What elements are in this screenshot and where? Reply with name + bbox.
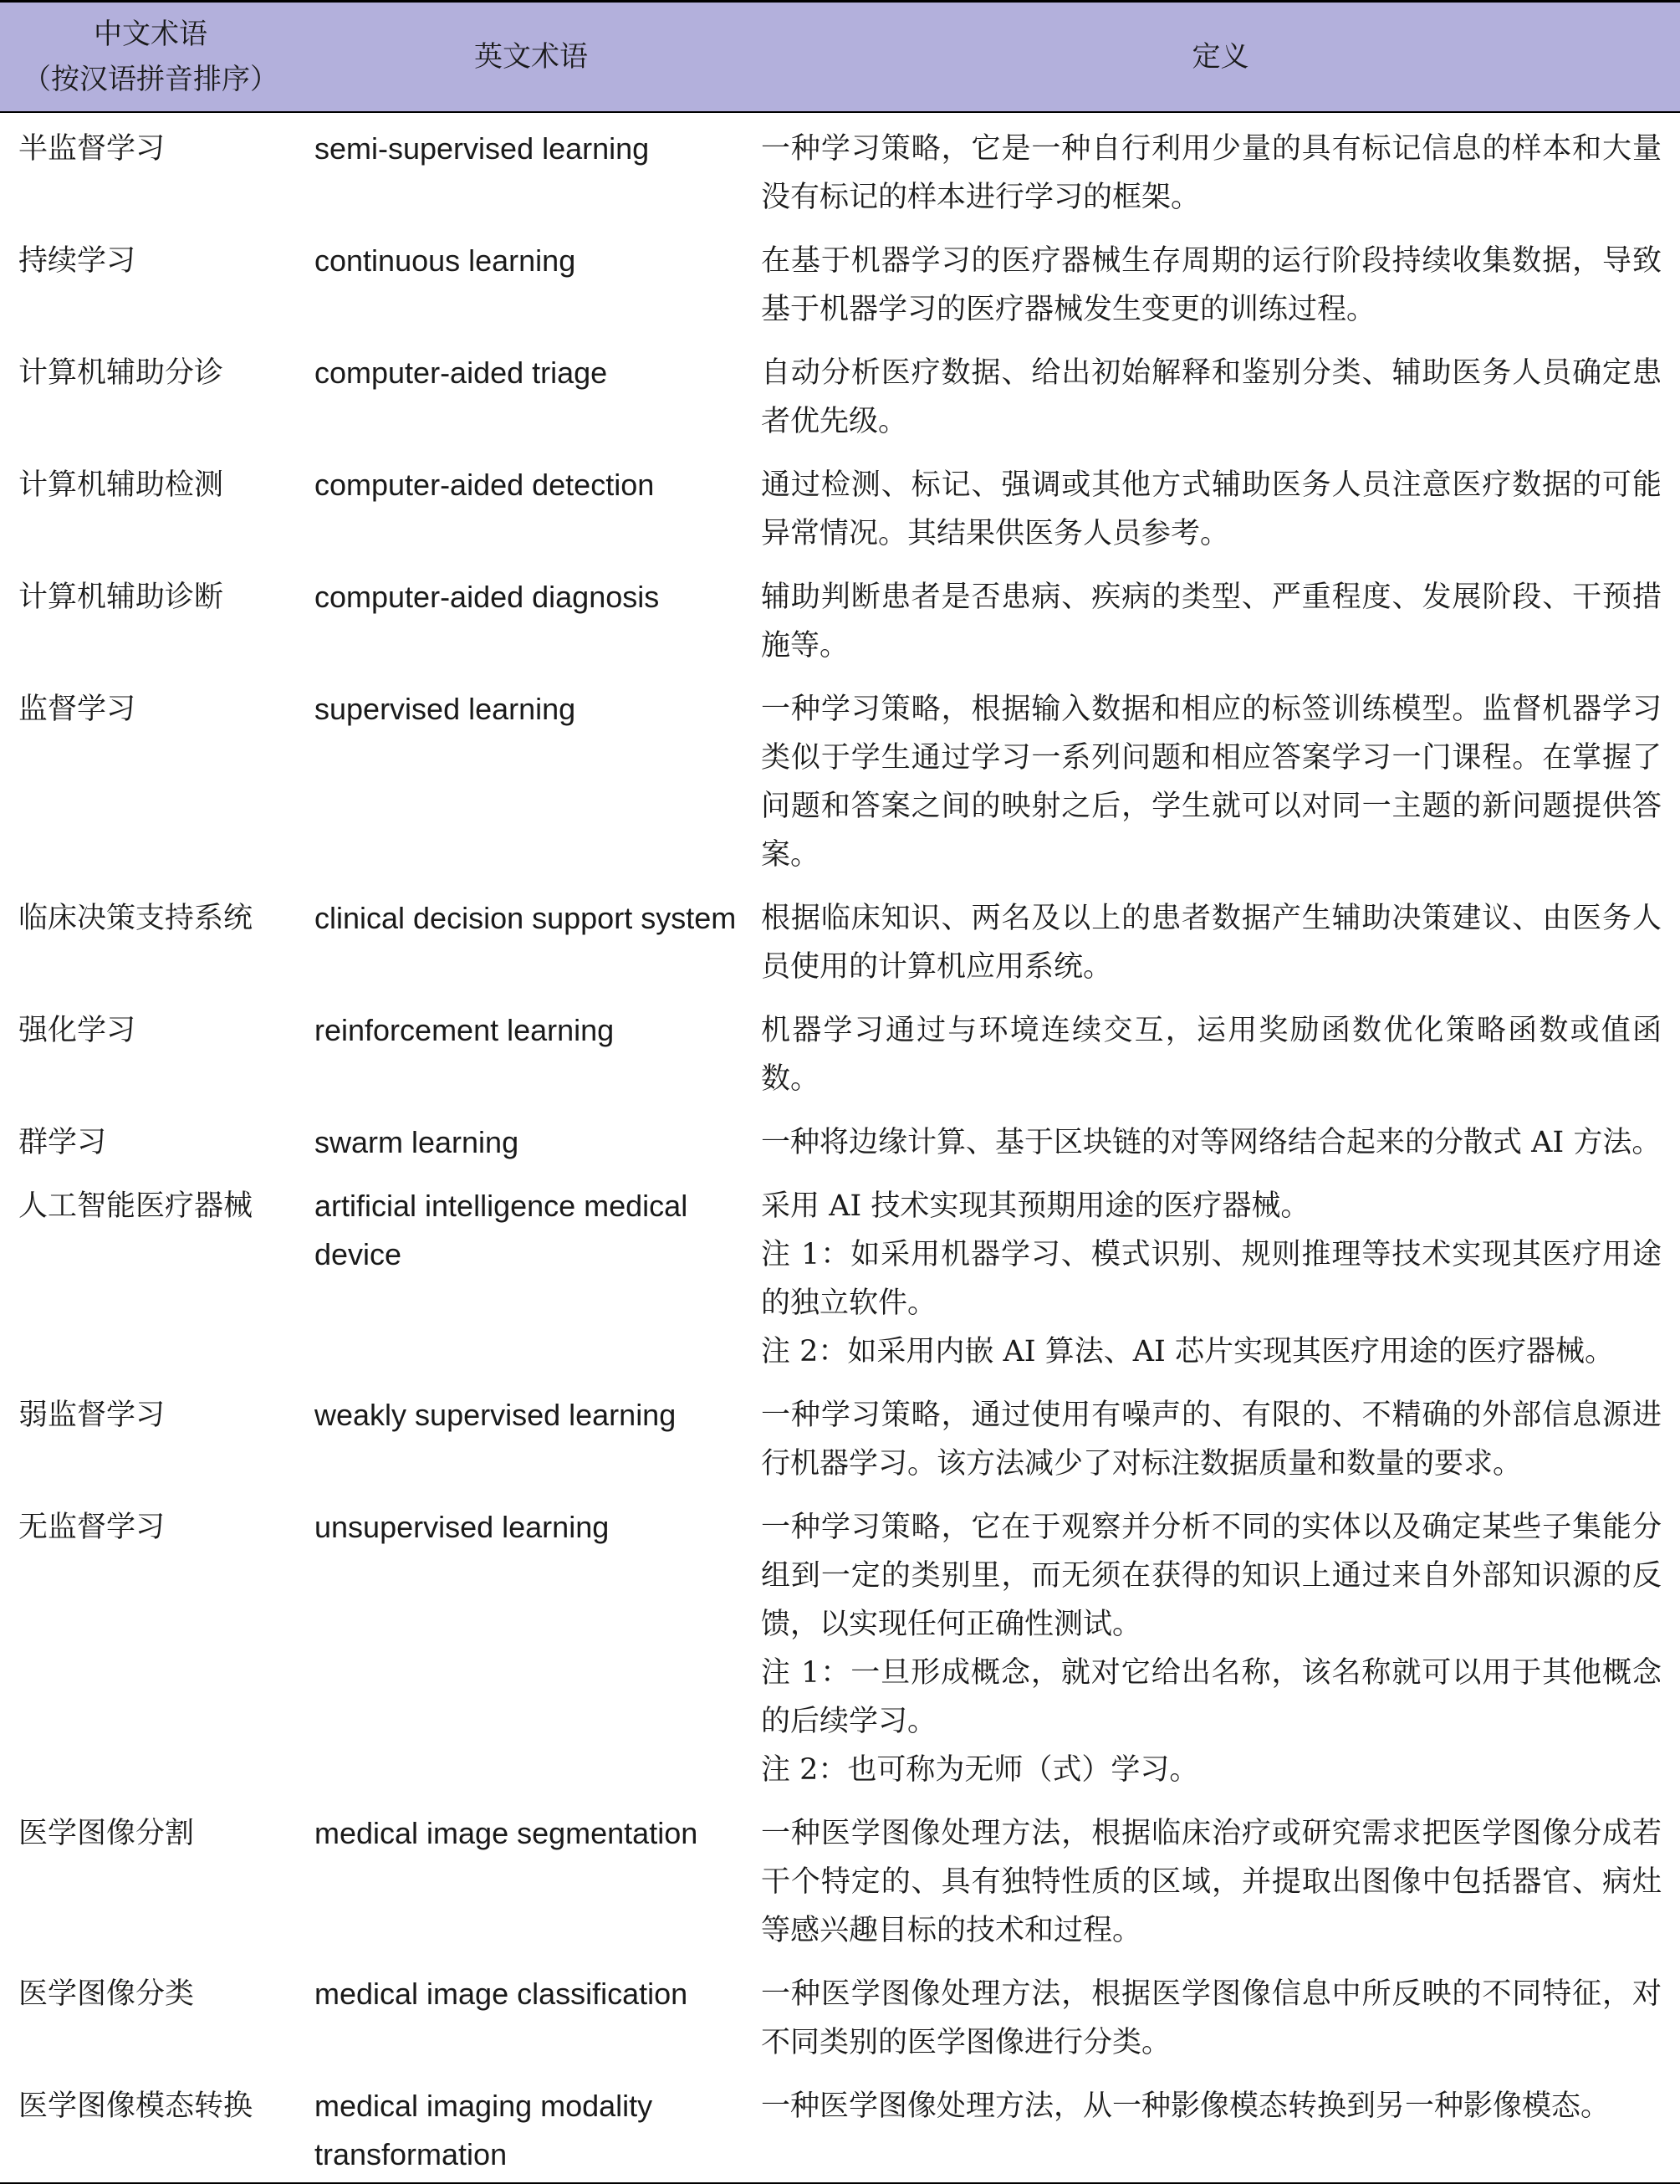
chinese-term: 群学习 — [18, 1125, 107, 1159]
header-english-term: 英文术语 — [301, 2, 761, 112]
definition-text: 通过检测、标记、强调或其他方式辅助医务人员注意医疗数据的可能异常情况。其结果供医务人员参考。 — [761, 468, 1662, 550]
english-term: weakly supervised learning — [314, 1397, 677, 1432]
chinese-term: 医学图像分类 — [18, 1977, 195, 2011]
chinese-term: 计算机辅助分诊 — [18, 355, 224, 390]
definition-note: 注 2：也可称为无师（式）学习。 — [761, 1752, 1199, 1787]
chinese-term: 弱监督学习 — [18, 1398, 166, 1432]
definition-note: 注 1：如采用机器学习、模式识别、规则推理等技术实现其医疗用途的独立软件。 — [761, 1237, 1662, 1320]
english-term: medical image segmentation — [314, 1815, 698, 1850]
table-header-row — [0, 2, 1680, 112]
english-term: computer-aided detection — [314, 467, 655, 502]
english-term: swarm learning — [314, 1124, 519, 1159]
chinese-term: 持续学习 — [18, 243, 136, 278]
definition — [761, 337, 1680, 449]
chinese-term: 计算机辅助检测 — [18, 468, 224, 502]
table-row — [0, 449, 1680, 561]
definition — [761, 1107, 1680, 1170]
definition-text: 机器学习通过与环境连续交互，运用奖励函数优化策略函数或值函数。 — [761, 1013, 1662, 1096]
definition — [761, 449, 1680, 561]
table-row — [0, 995, 1680, 1107]
chinese-term: 人工智能医疗器械 — [18, 1189, 253, 1223]
chinese-term: 临床决策支持系统 — [18, 901, 253, 935]
header-chinese-term-note: （按汉语拼音排序） — [23, 62, 278, 96]
definition — [761, 225, 1680, 337]
table-row — [0, 561, 1680, 673]
definition-text: 一种将边缘计算、基于区块链的对等网络结合起来的分散式 AI 方法。 — [761, 1125, 1662, 1159]
english-term: supervised learning — [314, 691, 576, 726]
table-row — [0, 1170, 1680, 1379]
definition-text: 一种学习策略，它在于观察并分析不同的实体以及确定某些子集能分组到一定的类别里，而无须在获得的知识上通过来自外部知识源的反馈，以实现任何正确性测试。 — [761, 1510, 1662, 1641]
definition — [761, 673, 1680, 882]
header-chinese-term-title: 中文术语 — [94, 17, 207, 51]
definition — [761, 1379, 1680, 1491]
chinese-term: 半监督学习 — [18, 131, 166, 166]
chinese-term: 监督学习 — [18, 692, 136, 726]
definition-text: 一种学习策略，它是一种自行利用少量的具有标记信息的样本和大量没有标记的样本进行学习的框架。 — [761, 131, 1662, 214]
table-row — [0, 1107, 1680, 1170]
english-term: unsupervised learning — [314, 1509, 610, 1544]
english-term: semi-supervised learning — [314, 130, 650, 166]
definition-text: 根据临床知识、两名及以上的患者数据产生辅助决策建议、由医务人员使用的计算机应用系统。 — [761, 901, 1662, 984]
english-term: medical image classification — [314, 1976, 688, 2011]
english-term: computer-aided diagnosis — [314, 579, 660, 614]
english-term: clinical decision support system — [314, 900, 737, 935]
header-definition: 定义 — [761, 2, 1680, 112]
table-row — [0, 112, 1680, 225]
definition — [761, 995, 1680, 1107]
definition-text: 一种医学图像处理方法，根据医学图像信息中所反映的不同特征，对不同类别的医学图像进行分类。 — [761, 1977, 1662, 2059]
english-term: medical imaging modality transformation — [301, 2070, 761, 2183]
definition-text: 在基于机器学习的医疗器械生存周期的运行阶段持续收集数据，导致基于机器学习的医疗器械发生变更的训练过程。 — [761, 243, 1662, 326]
english-term: computer-aided triage — [314, 355, 608, 390]
definition — [761, 1958, 1680, 2070]
definition — [761, 2070, 1680, 2183]
definition — [761, 1798, 1680, 1958]
table-row — [0, 1491, 1680, 1798]
chinese-term: 计算机辅助诊断 — [18, 580, 224, 614]
definition-text: 采用 AI 技术实现其预期用途的医疗器械。 — [761, 1189, 1310, 1223]
definition-text: 一种医学图像处理方法，从一种影像模态转换到另一种影像模态。 — [761, 2089, 1611, 2123]
table-row — [0, 225, 1680, 337]
table-row — [0, 1379, 1680, 1491]
definition — [761, 561, 1680, 673]
definition-note: 注 2：如采用内嵌 AI 算法、AI 芯片实现其医疗用途的医疗器械。 — [761, 1334, 1614, 1368]
definition — [761, 1491, 1680, 1798]
definition-text: 一种医学图像处理方法，根据临床治疗或研究需求把医学图像分成若干个特定的、具有独特性质的区域，并提取出图像中包括器官、病灶等感兴趣目标的技术和过程。 — [761, 1816, 1662, 1947]
chinese-term: 医学图像模态转换 — [0, 2070, 301, 2183]
chinese-term: 无监督学习 — [18, 1510, 166, 1544]
definition-text: 一种学习策略，通过使用有噪声的、有限的、不精确的外部信息源进行机器学习。该方法减少了对标注数据质量和数量的要求。 — [761, 1398, 1662, 1481]
english-term: artificial intelligence medical device — [314, 1188, 688, 1271]
english-term: reinforcement learning — [314, 1012, 615, 1047]
definition-text: 自动分析医疗数据、给出初始解释和鉴别分类、辅助医务人员确定患者优先级。 — [761, 355, 1662, 438]
table-row — [0, 337, 1680, 449]
table-row — [0, 1798, 1680, 1958]
table-body — [0, 112, 1680, 2183]
english-term: continuous learning — [314, 243, 576, 278]
definition — [761, 882, 1680, 995]
table-row — [0, 2070, 1680, 2183]
definition — [761, 1170, 1680, 1379]
definition-text: 一种学习策略，根据输入数据和相应的标签训练模型。监督机器学习类似于学生通过学习一系列问题和相应答案学习一门课程。在掌握了问题和答案之间的映射之后，学生就可以对同一主题的新问题提供答案。 — [761, 692, 1662, 872]
header-chinese-term — [0, 2, 301, 112]
chinese-term: 强化学习 — [18, 1013, 136, 1047]
table-row — [0, 673, 1680, 882]
chinese-term: 医学图像分割 — [18, 1816, 195, 1850]
table-row — [0, 882, 1680, 995]
definition-note: 注 1：一旦形成概念，就对它给出名称，该名称就可以用于其他概念的后续学习。 — [761, 1655, 1662, 1738]
table-row — [0, 1958, 1680, 2070]
definition — [761, 112, 1680, 225]
definition-text: 辅助判断患者是否患病、疾病的类型、严重程度、发展阶段、干预措施等。 — [761, 580, 1662, 662]
